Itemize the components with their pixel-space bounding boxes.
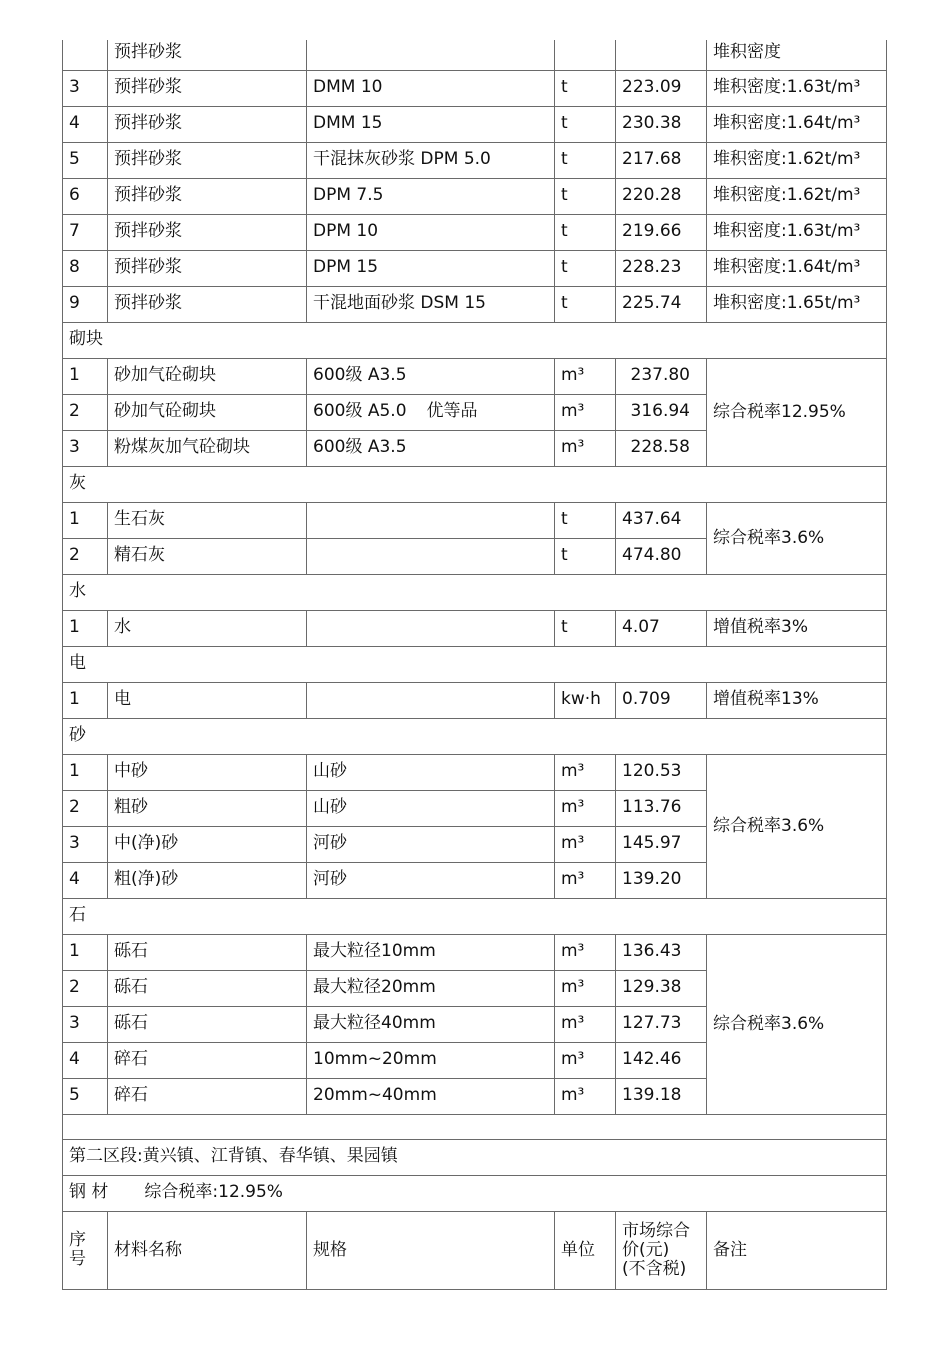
cell-spec: DPM 10 xyxy=(307,214,555,250)
cell-note: 堆积密度 xyxy=(707,40,887,70)
cell-price: 0.709 xyxy=(616,682,707,718)
cell-spec: 20mm~40mm xyxy=(307,1078,555,1114)
cell-spec: 干混地面砂浆 DSM 15 xyxy=(307,286,555,322)
cell-spec xyxy=(307,430,555,466)
cell-name: 预拌砂浆 xyxy=(108,214,307,250)
spec-text: 600级 A3.5 xyxy=(313,364,407,385)
column-header-row xyxy=(63,1211,887,1289)
price-table-page xyxy=(62,40,886,1290)
cell-name: 预拌砂浆 xyxy=(108,106,307,142)
cell-note: 堆积密度:1.63t/m³ xyxy=(707,214,887,250)
cell-note: 堆积密度:1.63t/m³ xyxy=(707,70,887,106)
cell-spec xyxy=(307,358,555,394)
cell-price: 237.80 xyxy=(616,358,707,394)
table-row xyxy=(63,502,887,538)
cell-price: 120.53 xyxy=(616,754,707,790)
cell-no: 1 xyxy=(63,358,108,394)
header-price xyxy=(616,1211,707,1289)
cell-price: 219.66 xyxy=(616,214,707,250)
cell-spec xyxy=(307,682,555,718)
cell-name: 预拌砂浆 xyxy=(108,40,307,70)
section-row-stone xyxy=(63,898,887,934)
table-row xyxy=(63,70,887,106)
cell-no: 2 xyxy=(63,970,108,1006)
cell-price: 228.58 xyxy=(616,430,707,466)
cell-unit: m³ xyxy=(555,934,616,970)
table-row xyxy=(63,934,887,970)
cell-no: 2 xyxy=(63,394,108,430)
cell-no: 2 xyxy=(63,538,108,574)
cell-unit: t xyxy=(555,250,616,286)
cell-name: 粗砂 xyxy=(108,790,307,826)
cell-unit: m³ xyxy=(555,790,616,826)
cell-no: 3 xyxy=(63,826,108,862)
cell-no: 3 xyxy=(63,430,108,466)
cell-note: 增值税率3% xyxy=(707,610,887,646)
cell-unit: m³ xyxy=(555,1042,616,1078)
header-name: 材料名称 xyxy=(108,1211,307,1289)
spec-text: 600级 A3.5 xyxy=(313,436,407,457)
cell-note-merged: 综合税率12.95% xyxy=(707,358,887,466)
cell-spec xyxy=(307,538,555,574)
cell-spec: 山砂 xyxy=(307,754,555,790)
header-price-line3: (不含税) xyxy=(622,1258,687,1279)
cell-spec: 最大粒径20mm xyxy=(307,970,555,1006)
section-row-electric xyxy=(63,646,887,682)
table-row xyxy=(63,754,887,790)
header-no xyxy=(63,1211,108,1289)
cell-no: 4 xyxy=(63,106,108,142)
cell-price: 139.18 xyxy=(616,1078,707,1114)
cell-unit: m³ xyxy=(555,358,616,394)
cell-name: 预拌砂浆 xyxy=(108,142,307,178)
cell-unit: m³ xyxy=(555,1078,616,1114)
blank-row xyxy=(63,1114,887,1139)
table-row xyxy=(63,250,887,286)
cell-no: 3 xyxy=(63,1006,108,1042)
cell-name: 粗(净)砂 xyxy=(108,862,307,898)
section-row-block xyxy=(63,322,887,358)
header-no-text: 序号 xyxy=(69,1230,86,1269)
cell-unit xyxy=(555,40,616,70)
section2-title-row xyxy=(63,1139,887,1175)
table-row xyxy=(63,214,887,250)
section-title: 砌块 xyxy=(63,322,887,358)
cell-no: 9 xyxy=(63,286,108,322)
cell-no: 1 xyxy=(63,502,108,538)
cell-unit: t xyxy=(555,70,616,106)
cell-name: 碎石 xyxy=(108,1078,307,1114)
cell-note: 堆积密度:1.62t/m³ xyxy=(707,178,887,214)
cell-no: 1 xyxy=(63,610,108,646)
cell-note: 堆积密度:1.64t/m³ xyxy=(707,106,887,142)
steel-label: 钢 材 xyxy=(69,1181,109,1202)
cell-unit: t xyxy=(555,142,616,178)
cell-spec: DMM 15 xyxy=(307,106,555,142)
cell-price xyxy=(616,40,707,70)
cell-name: 生石灰 xyxy=(108,502,307,538)
cell-name: 中砂 xyxy=(108,754,307,790)
cell-price: 217.68 xyxy=(616,142,707,178)
header-price-line2: 价(元) xyxy=(622,1239,670,1260)
cell-spec xyxy=(307,394,555,430)
header-note: 备注 xyxy=(707,1211,887,1289)
steel-row xyxy=(63,1175,887,1211)
cell-name: 碎石 xyxy=(108,1042,307,1078)
cell-unit: m³ xyxy=(555,394,616,430)
section-title: 石 xyxy=(63,898,887,934)
cell-no xyxy=(63,40,108,70)
header-spec: 规格 xyxy=(307,1211,555,1289)
cell-note: 堆积密度:1.65t/m³ xyxy=(707,286,887,322)
cell-no: 1 xyxy=(63,934,108,970)
cell-name: 砾石 xyxy=(108,934,307,970)
cell-name: 中(净)砂 xyxy=(108,826,307,862)
steel-header xyxy=(63,1175,887,1211)
cell-no: 4 xyxy=(63,862,108,898)
cell-unit: t xyxy=(555,538,616,574)
section2-title: 第二区段:黄兴镇、江背镇、春华镇、果园镇 xyxy=(63,1139,887,1175)
cell-unit: m³ xyxy=(555,826,616,862)
cell-spec: DMM 10 xyxy=(307,70,555,106)
cell-name: 砾石 xyxy=(108,970,307,1006)
section-row-sand xyxy=(63,718,887,754)
cell-name: 水 xyxy=(108,610,307,646)
cell-no: 1 xyxy=(63,682,108,718)
cell-spec: 干混抹灰砂浆 DPM 5.0 xyxy=(307,142,555,178)
cell-price: 145.97 xyxy=(616,826,707,862)
cell-unit: m³ xyxy=(555,754,616,790)
cell-name: 砂加气砼砌块 xyxy=(108,358,307,394)
cell-unit: t xyxy=(555,214,616,250)
table-row xyxy=(63,40,887,70)
header-unit: 单位 xyxy=(555,1211,616,1289)
table-row xyxy=(63,142,887,178)
section-title: 灰 xyxy=(63,466,887,502)
cell-price: 139.20 xyxy=(616,862,707,898)
cell-spec: 最大粒径40mm xyxy=(307,1006,555,1042)
cell-name: 砂加气砼砌块 xyxy=(108,394,307,430)
cell-name: 预拌砂浆 xyxy=(108,250,307,286)
cell-name: 预拌砂浆 xyxy=(108,286,307,322)
cell-price: 316.94 xyxy=(616,394,707,430)
spec-text: 600级 A5.0 xyxy=(313,400,407,421)
cell-spec: 10mm~20mm xyxy=(307,1042,555,1078)
cell-unit: t xyxy=(555,178,616,214)
cell-name: 粉煤灰加气砼砌块 xyxy=(108,430,307,466)
cell-no: 4 xyxy=(63,1042,108,1078)
cell-no: 6 xyxy=(63,178,108,214)
steel-tax: 综合税率:12.95% xyxy=(144,1181,283,1202)
cell-spec: 山砂 xyxy=(307,790,555,826)
cell-price: 220.28 xyxy=(616,178,707,214)
table-row xyxy=(63,610,887,646)
header-price-line1: 市场综合 xyxy=(622,1220,690,1241)
cell-price: 437.64 xyxy=(616,502,707,538)
cell-name: 精石灰 xyxy=(108,538,307,574)
cell-price: 230.38 xyxy=(616,106,707,142)
section-title: 砂 xyxy=(63,718,887,754)
section-title: 水 xyxy=(63,574,887,610)
cell-name: 预拌砂浆 xyxy=(108,178,307,214)
cell-no: 5 xyxy=(63,1078,108,1114)
cell-unit: t xyxy=(555,106,616,142)
cell-unit: kw·h xyxy=(555,682,616,718)
cell-unit: m³ xyxy=(555,1006,616,1042)
cell-note: 堆积密度:1.64t/m³ xyxy=(707,250,887,286)
cell-note-merged: 综合税率3.6% xyxy=(707,502,887,574)
cell-price: 142.46 xyxy=(616,1042,707,1078)
cell-spec xyxy=(307,502,555,538)
table-row xyxy=(63,106,887,142)
table-row xyxy=(63,286,887,322)
cell-note-merged: 综合税率3.6% xyxy=(707,754,887,898)
cell-unit: t xyxy=(555,610,616,646)
table-row xyxy=(63,358,887,394)
cell-no: 1 xyxy=(63,754,108,790)
cell-spec: DPM 7.5 xyxy=(307,178,555,214)
cell-spec: 河砂 xyxy=(307,862,555,898)
cell-name: 电 xyxy=(108,682,307,718)
cell-price: 228.23 xyxy=(616,250,707,286)
cell-spec: 河砂 xyxy=(307,826,555,862)
cell-price: 127.73 xyxy=(616,1006,707,1042)
cell-spec xyxy=(307,610,555,646)
cell-price: 113.76 xyxy=(616,790,707,826)
cell-no: 3 xyxy=(63,70,108,106)
cell-spec xyxy=(307,40,555,70)
cell-price: 4.07 xyxy=(616,610,707,646)
cell-price: 223.09 xyxy=(616,70,707,106)
cell-unit: m³ xyxy=(555,970,616,1006)
cell-unit: m³ xyxy=(555,862,616,898)
cell-no: 2 xyxy=(63,790,108,826)
cell-price: 474.80 xyxy=(616,538,707,574)
spec-grade: 优等品 xyxy=(426,400,478,421)
cell-no: 5 xyxy=(63,142,108,178)
cell-unit: t xyxy=(555,502,616,538)
material-price-table xyxy=(62,40,887,1290)
section-row-water xyxy=(63,574,887,610)
cell-name: 砾石 xyxy=(108,1006,307,1042)
section-row-lime xyxy=(63,466,887,502)
cell-spec: 最大粒径10mm xyxy=(307,934,555,970)
blank-cell xyxy=(63,1114,887,1139)
cell-note: 堆积密度:1.62t/m³ xyxy=(707,142,887,178)
cell-spec: DPM 15 xyxy=(307,250,555,286)
section-title: 电 xyxy=(63,646,887,682)
table-row xyxy=(63,682,887,718)
cell-price: 136.43 xyxy=(616,934,707,970)
cell-note: 增值税率13% xyxy=(707,682,887,718)
cell-price: 225.74 xyxy=(616,286,707,322)
cell-price: 129.38 xyxy=(616,970,707,1006)
cell-note-merged: 综合税率3.6% xyxy=(707,934,887,1114)
table-row xyxy=(63,178,887,214)
cell-unit: t xyxy=(555,286,616,322)
cell-unit: m³ xyxy=(555,430,616,466)
cell-no: 8 xyxy=(63,250,108,286)
cell-no: 7 xyxy=(63,214,108,250)
cell-name: 预拌砂浆 xyxy=(108,70,307,106)
